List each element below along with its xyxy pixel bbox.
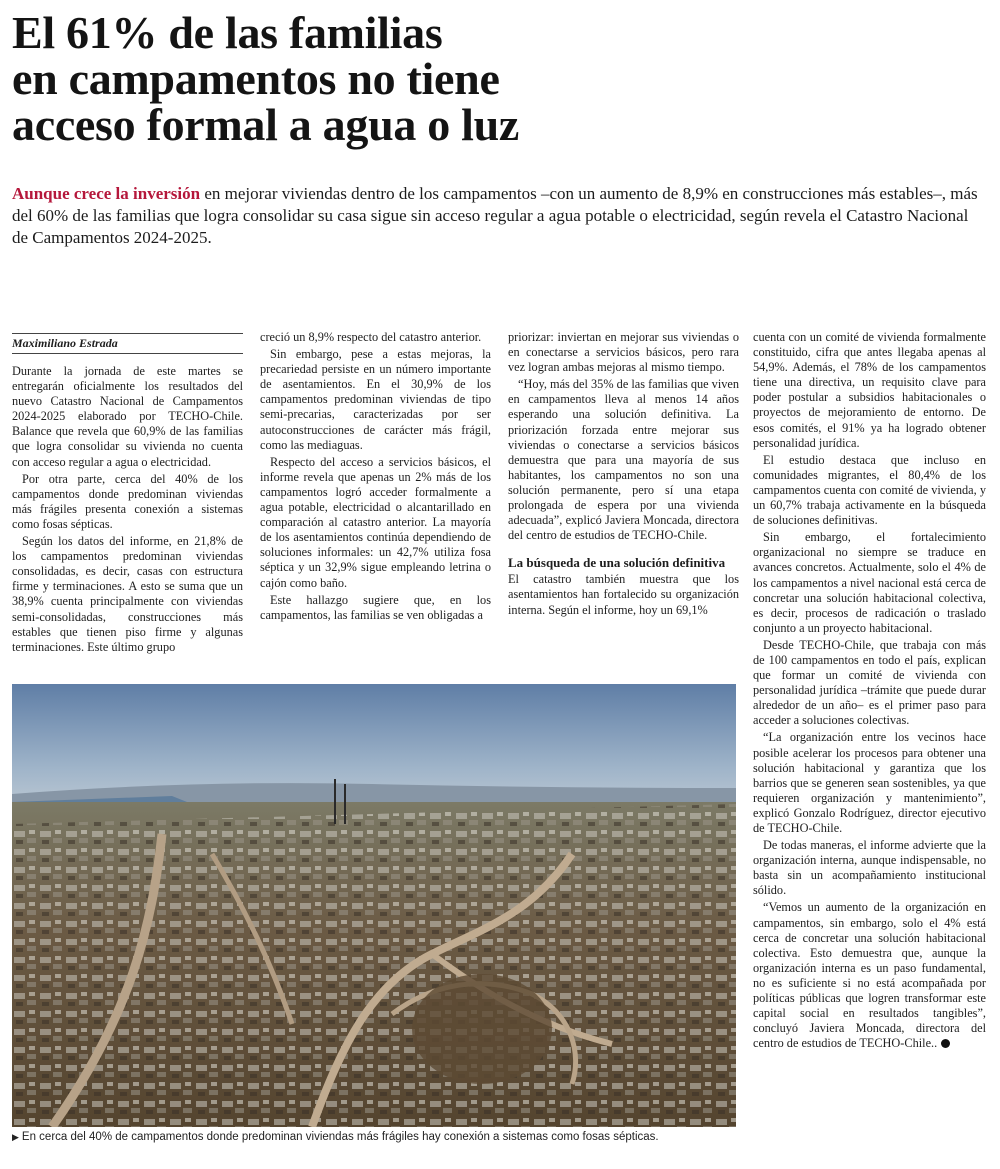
headline-line-1: El 61% de las familias — [12, 7, 443, 58]
end-mark-icon — [941, 1039, 950, 1048]
paragraph: creció un 8,9% respecto del catastro anterior. — [260, 330, 482, 344]
caption-text: En cerca del 40% de campamentos donde predominan viviendas más frágiles hay conexión a sistemas como fosas sépticas. — [21, 1131, 659, 1143]
article-column-2 — [260, 330, 491, 623]
paragraph: Sin embargo, pese a estas mejoras, la precariedad persiste en un número importante de asentamientos. En el 30,9% de los campamentos predominan viviendas de tipo semi-precarias, caracterizadas por ser autoconstrucciones de carácter más frágil, como las mediaguas. — [260, 347, 491, 452]
closing-text: “Vemos un aumento de la organización en campamentos, sin embargo, solo el 4% está cerca de concretar una solución habitacional colectiva. Esto demuestra que, aunque la organización interna es un paso fundamental, no es suficiente si no está acompañada por políticas públicas que logren transformar este capital social en resultados tangibles”, concluyó Javiera Moncada, directora del centro de estudios de TECHO-Chile.. — [753, 900, 986, 1051]
paragraph: Por otra parte, cerca del 40% de los campamentos donde predominan viviendas más frágiles presenta conexión a sistemas como fosas sépticas. — [12, 471, 243, 531]
paragraph: Respecto del acceso a servicios básicos, el informe revela que apenas un 2% más de los campamentos logró acceder formalmente a agua potable, electricidad o alcantarillado en comparación al catastro anterior. La mayoría de los asentamientos continúa dependiendo de soluciones informales: un 42,7% utiliza fosa séptica y un 32,9% sigue empleando letrina o cajón como baño. — [260, 454, 491, 590]
lead-kicker: Aunque crece la inversión — [12, 184, 201, 203]
paragraph: Sin embargo, el fortalecimiento organizacional no siempre se traduce en avances concretos. Actualmente, solo el 4% de los campamentos a nivel nacional está cerca de concretar una solución habitacional colectiva, es decir, procesos de radicación o traslado conjunto a un proyecto habitacional. — [753, 530, 986, 635]
byline: Maximiliano Estrada — [12, 333, 243, 354]
paragraph: El catastro también muestra que los asentamientos han fortalecido su organización interna. Según el informe, hoy un 69,1% — [508, 572, 739, 617]
lead-text: en mejorar viviendas dentro de los campamentos –con un aumento de 8,9% en construcciones más estables–, más del 60% de las familias que logra consolidar su casa sigue sin acceso regular a agua potable o electricidad, según revela el Catastro Nacional de Campamentos 2024-2025. — [12, 184, 978, 247]
subheading: La búsqueda de una solución definitiva — [508, 555, 726, 571]
article-column-1 — [12, 333, 243, 655]
paragraph: El estudio destaca que incluso en comunidades migrantes, el 80,4% de los campamentos cuenta con comité de vivienda, y un 60,7% trabaja activamente en la búsqueda de soluciones definitivas. — [753, 452, 986, 528]
paragraph: priorizar: inviertan en mejorar sus viviendas o en conectarse a servicios básicos, pero rara vez logran ambas mejoras al mismo tiempo. — [508, 330, 739, 375]
lead-paragraph — [12, 183, 982, 249]
article-column-4 — [753, 330, 986, 1051]
paragraph: “Hoy, más del 35% de las familias que viven en campamentos lleva al menos 14 años esperando una solución definitiva. La priorización forzada entre mejorar sus viviendas o conectarse a servicios básicos demuestra que para una mayoría de sus habitantes, los campamentos no son una solución permanente, pero sí una etapa prolongada de espera por una vivienda adecuada”, explicó Javiera Moncada, directora del centro de estudios de TECHO-Chile. — [508, 377, 739, 543]
paragraph: Según los datos del informe, en 21,8% de los campamentos predominan viviendas consolidadas, es decir, casas con estructura firme y terminaciones. A esto se suma que un 38,9% cuenta principalmente con viviendas semi-consolidadas, construcciones más estables que tienen piso firme y algunas terminaciones. Este último grupo — [12, 534, 243, 654]
caption-arrow-icon: ▶ — [12, 1132, 19, 1142]
headline-line-3: acceso formal a agua o luz — [12, 99, 520, 150]
article-column-3 — [508, 330, 739, 618]
paragraph: cuenta con un comité de vivienda formalmente constituido, cifra que antes llegaba apenas al 54,9%. Además, el 78% de los campamentos tiene una directiva, un requisito clave para poder postular a subsidios habitacionales o proyectos de mejoramiento de entorno. De esos comités, el 91% ya ha logrado obtener personalidad jurídica. — [753, 330, 986, 450]
paragraph: Desde TECHO-Chile, que trabaja con más de 100 campamentos en todo el país, explican que formar un comité de vivienda con personalidad jurídica –trámite que puede durar alrededor de un año– es el primer paso para acceder a soluciones colectivas. — [753, 637, 986, 728]
aerial-campamento-photo — [12, 684, 736, 1127]
photo-caption — [12, 1130, 742, 1144]
paragraph: “La organización entre los vecinos hace posible acelerar los procesos para obtener una solución habitacional y garantiza que los barrios que se generen sean sostenibles, ya que requieren organización y mantenimiento”, explicó Gonzalo Rodríguez, director ejecutivo de TECHO-Chile. — [753, 730, 986, 835]
headline — [12, 7, 772, 150]
headline-line-2: en campamentos no tiene — [12, 53, 500, 104]
paragraph: Durante la jornada de este martes se entregarán oficialmente los resultados del nuevo Catastro Nacional de Campamentos 2024-2025 elaborado por TECHO-Chile. Balance que revela que 60,9% de las familias que logra consolidar su vivienda no cuenta con acceso regular a agua o electricidad. — [12, 364, 243, 469]
paragraph — [753, 900, 986, 1051]
paragraph: Este hallazgo sugiere que, en los campamentos, las familias se ven obligadas a — [260, 592, 491, 622]
paragraph: De todas maneras, el informe advierte que la organización interna, aunque indispensable, no basta sin un acompañamiento institucional sólido. — [753, 838, 986, 898]
photo-illustration — [12, 684, 736, 1127]
